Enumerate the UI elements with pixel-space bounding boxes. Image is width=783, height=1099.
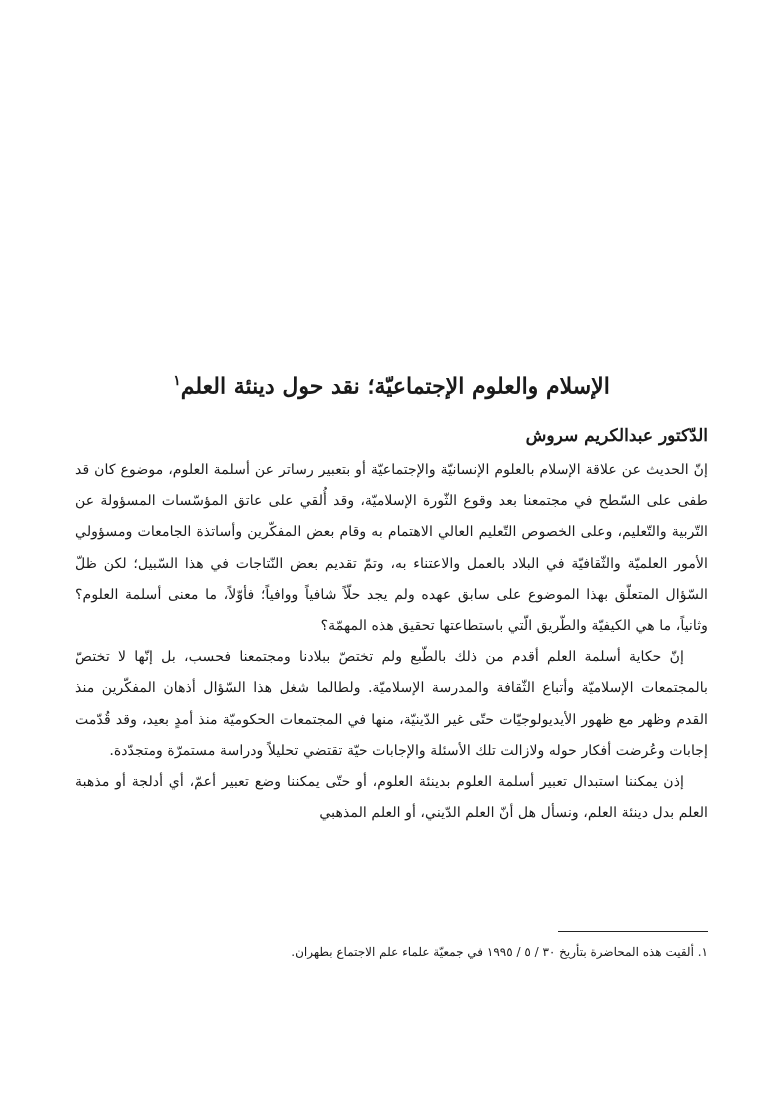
title-text: الإسلام والعلوم الإجتماعيّة؛ نقد حول دينئة العلم	[180, 373, 610, 400]
paragraph-2: إنّ حكاية أسلمة العلم أقدم من ذلك بالطّبع ولم تختصّ ببلادنا ومجتمعنا فحسب، بل إنّها لا تختصّ بالمجتمعات الإسلاميّة وأتباع الثّقافة والمدرسة الإسلاميّة. ولطالما شغل هذا السّؤال أذهان المفكّرين منذ القدم وظهر مع ظهور الأيديولوجيّات حتّى غير الدّينيّة، منها في المجتمعات الحكوميّة منذ أمدٍ بعيد، وقد قُدّمت إجابات وعُرضت أفكار حوله ولازالت تلك الأسئلة والإجابات حيّة تقتضي تحليلاً ودراسة مستمرّة ومتجدّدة.	[75, 649, 708, 759]
article-body	[75, 455, 708, 829]
article-title	[100, 361, 683, 406]
footnote-divider	[558, 931, 708, 932]
paragraph-3: إذن يمكننا استبدال تعبير أسلمة العلوم بدينئة العلوم، أو حتّى يمكننا وضع تعبير أعمّ، أي أدلجة أو مذهبة العلم بدل دينئة العلم، ونسأل هل أنّ العلم الدّيني، أو العلم المذهبي	[75, 774, 708, 822]
paragraph-1: إنّ الحديث عن علاقة الإسلام بالعلوم الإنسانيّة والإجتماعيّة أو بتعبير رساتر عن أسلمة العلوم، موضوع كان قد طفى على السّطح في مجتمعنا بعد وقوع الثّورة الإسلاميّة، وقد أُلقي على عاتق المؤسّسات المسؤولة عن التّربية والتّعليم، وعلى الخصوص التّعليم العالي الاهتمام به وقام بعض المفكّرين وأساتذة الجامعات ومسؤولي الأمور العلميّة والثّقافيّة في البلاد بالعمل والاعتناء به، وتمّ تقديم بعض النّتاجات في هذا السّبيل؛ لكن ظلّ السّؤال المتعلّق بهذا الموضوع على سابق عهده ولم يجد حلّاً شافياً ووافياً؛ فأوّلاً، ما معنى أسلمة العلوم؟ وثانياً، ما هي الكيفيّة والطّريق الّتي باستطاعتها تحقيق هذه المهمّة؟	[75, 462, 708, 635]
footnote: ١. ألقيت هذه المحاضرة بتأريخ ٣٠ / ٥ / ١٩٩٥ في جمعيّة علماء علم الاجتماع بطهران.	[291, 945, 708, 959]
author-name: الدّكتور عبدالكريم سروش	[525, 426, 708, 446]
title-footnote-marker: ١	[173, 372, 181, 389]
